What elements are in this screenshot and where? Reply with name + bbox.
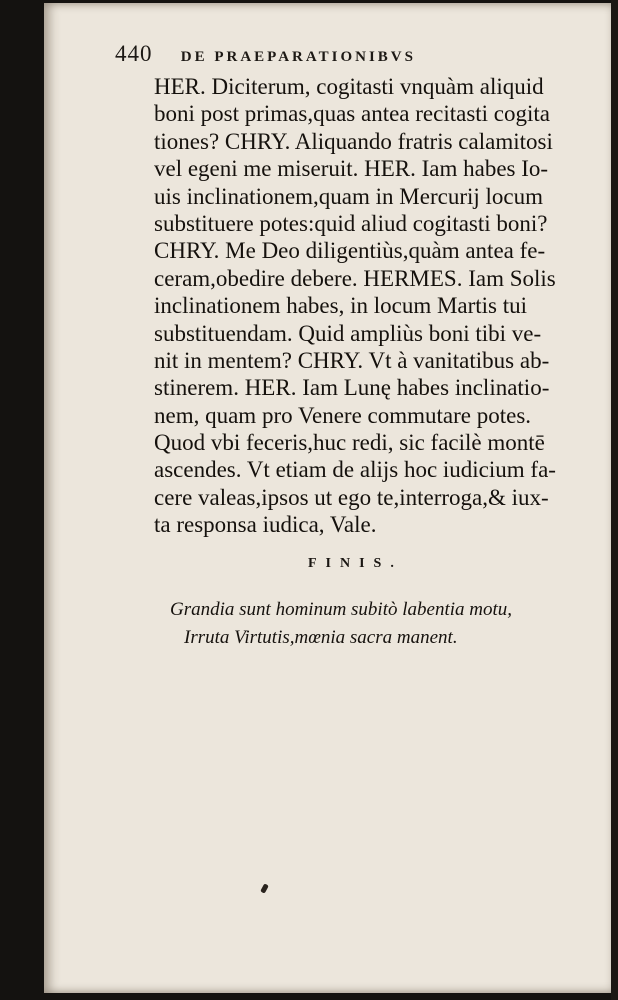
finis-mark: FINIS. [308, 556, 403, 571]
text-line: uis inclinationem,quam in Mercurij locum [154, 183, 544, 209]
text-line: Quod vbi feceris,huc redi, sic facilè montē [154, 430, 545, 456]
text-line: cere valeas,ipsos ut ego te,interroga,& iux- [154, 484, 549, 510]
page-header [115, 41, 416, 67]
body-text [154, 73, 594, 539]
page-number: 440 [115, 41, 153, 66]
text-line: nem, quam pro Venere commutare potes. [154, 402, 532, 428]
text-line: nit in mentem? CHRY. Vt à vanitatibus ab- [154, 347, 550, 373]
verse-line: Irruta Virtutis,mœnia sacra manent. [184, 627, 458, 648]
text-line: tiones? CHRY. Aliquando fratris calamitosi [154, 128, 553, 154]
text-line: substituere potes:quid aliud cogitasti boni? [154, 210, 548, 236]
text-line: ceram,obedire debere. HERMES. Iam Solis [154, 265, 556, 291]
text-line: ta responsa iudica, Vale. [154, 512, 377, 538]
closing-verses [170, 596, 590, 652]
page-edge-shadow [611, 0, 618, 1000]
text-line: ascendes. Vt etiam de alijs hoc iudicium fa- [154, 457, 556, 483]
text-line: stinerem. HER. Iam Lunę habes inclinatio- [154, 375, 550, 401]
running-head: DE PRAEPARATIONIBVS [180, 49, 416, 65]
text-line: HER. Diciterum, cogitasti vnquàm aliquid [154, 74, 544, 99]
text-line: boni post primas,quas antea recitasti cogita [154, 101, 550, 127]
text-line: vel egeni me miseruit. HER. Iam habes Io- [154, 156, 549, 182]
text-line: inclinationem habes, in locum Martis tui [154, 293, 528, 319]
verse-line: Grandia sunt hominum subitò labentia motu, [170, 599, 513, 620]
text-line: CHRY. Me Deo diligentiùs,quàm antea fe- [154, 238, 546, 264]
text-line: substituendam. Quid ampliùs boni tibi ve- [154, 320, 542, 346]
